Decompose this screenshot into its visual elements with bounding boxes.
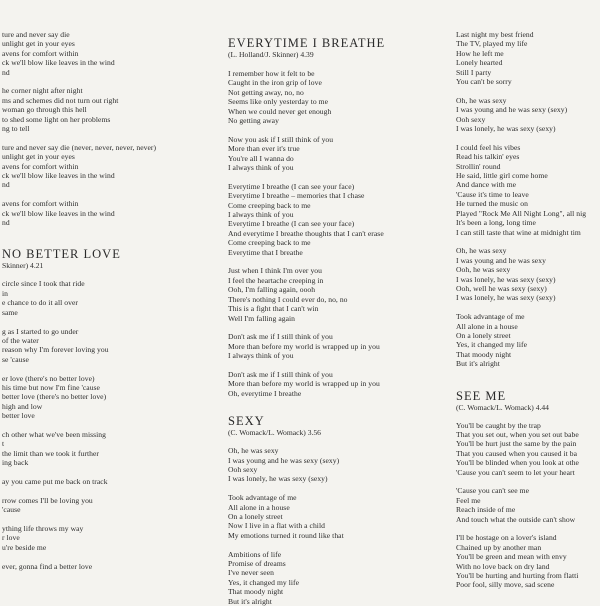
- song-title-everytime-i-breathe: EVERYTIME I BREATHE: [228, 36, 386, 50]
- lyric-line: unlight get in your eyes: [2, 152, 75, 162]
- lyric-line: the limit than we took it further: [2, 448, 99, 458]
- lyric-line: No getting away: [228, 116, 279, 126]
- lyric-line: ms and schemes did not turn out right: [2, 95, 119, 105]
- stanza-break: [228, 257, 433, 266]
- lyric-line: Come creeping back to me: [228, 200, 311, 210]
- lyric-line: ck we'll blow like leaves in the wind: [2, 208, 115, 218]
- stanza-break: [228, 172, 433, 181]
- lyric-line: Oh, he was sexy: [456, 95, 507, 105]
- lyric-line: he corner night after night: [2, 86, 83, 96]
- song-credits-sexy: (C. Womack/L. Womack) 3.56: [228, 428, 321, 438]
- stanza-break: [2, 468, 202, 477]
- stanza-break: [456, 133, 600, 142]
- lyric-line: er love (there's no better love): [2, 373, 95, 383]
- lyric-line: e chance to do it all over: [2, 298, 78, 308]
- lyric-line: Reach inside of me: [456, 505, 516, 515]
- song-lyrics-no-better-love: [2, 279, 202, 570]
- stanza-break: [2, 190, 202, 199]
- lyric-line: And everytime I breathe thoughts that I can't erase: [228, 228, 384, 238]
- lyric-line: 'Cause you can't see me: [456, 486, 530, 496]
- lyric-line: nd: [2, 218, 10, 228]
- lyric-line: But it's alright: [456, 359, 500, 369]
- stanza-break: [456, 524, 600, 533]
- stanza-break: [228, 323, 433, 332]
- song-credits-everytime-i-breathe: (L. Holland/J. Skinner) 4.39: [228, 50, 314, 59]
- lyric-line: nd: [2, 180, 10, 190]
- lyric-line: Now you ask if I still think of you: [228, 134, 334, 144]
- lyric-line: I was lonely, he was sexy (sexy): [228, 474, 328, 484]
- stanza-break: [2, 77, 202, 86]
- lyric-line: ng to tell: [2, 124, 30, 134]
- lyric-line: More than before my world is wrapped up in you: [228, 341, 380, 351]
- lyric-line: ture and never say die (never, never, never, never): [2, 142, 157, 152]
- lyric-line: With no love back on dry land: [456, 561, 550, 571]
- lyric-line: You're all I wanna do: [228, 153, 294, 163]
- lyric-line: to shed some light on her problems: [2, 114, 111, 124]
- lyric-line: high and low: [2, 401, 43, 411]
- lyric-line: And dance with me: [456, 180, 517, 190]
- lyric-line: avens for comfort within: [2, 48, 79, 58]
- lyric-line: Everytime I breathe (I can see your face): [228, 219, 355, 229]
- lyric-line: woman go through this hell: [2, 105, 87, 115]
- lyric-line: r love: [2, 533, 20, 543]
- lyric-line: Everytime I breathe (I can see your face): [228, 181, 355, 191]
- lyric-line: Ooh sexy: [456, 114, 486, 124]
- lyric-line: Oh, he was sexy: [228, 446, 279, 456]
- lyric-line: I was lonely, he was sexy (sexy): [456, 293, 556, 303]
- lyric-line: Yes, it changed my life: [456, 340, 528, 350]
- lyric-line: He turned the music on: [456, 199, 528, 209]
- stanza-break: [2, 421, 202, 430]
- song-credits-see-me: (C. Womack/L. Womack) 4.44: [456, 402, 549, 412]
- lyric-line: He said, little girl come home: [456, 171, 548, 181]
- lyric-line: Lonely hearted: [456, 58, 503, 68]
- song-title-sexy: SEXY: [228, 414, 265, 429]
- lyric-line: Ooh, I'm falling again, oooh: [228, 285, 316, 295]
- stanza-break: [2, 552, 202, 561]
- lyric-line: ay you came put me back on track: [2, 476, 108, 486]
- lyric-line: rrow comes I'll be loving you: [2, 495, 93, 505]
- lyric-line: On a lonely street: [456, 330, 511, 340]
- lyric-line: his time but now I'm fine 'cause: [2, 382, 100, 392]
- lyric-line: 'Cause you can't seem to let your heart: [456, 467, 575, 477]
- lyric-line: Come creeping back to me: [228, 238, 311, 248]
- lyric-line: The TV, played my life: [456, 39, 528, 49]
- lyric-line: This is a fight that I can't win: [228, 304, 319, 314]
- lyric-line: I was lonely, he was sexy (sexy): [456, 124, 556, 134]
- lyric-line: That moody night: [456, 349, 512, 359]
- lyric-line: reason why I'm forever loving you: [2, 345, 109, 355]
- song-lyrics-cropped: [2, 30, 202, 227]
- lyric-line: But it's alright: [228, 596, 272, 606]
- lyric-line: of the water: [2, 335, 39, 345]
- lyric-line: My emotions turned it round like that: [228, 530, 344, 540]
- lyric-line: You'll be hurting and hurting from flatti: [456, 571, 579, 581]
- lyric-line: Just when I think I'm over you: [228, 266, 322, 276]
- lyric-line: se 'cause: [2, 354, 29, 364]
- song-lyrics-see-me: [456, 421, 600, 590]
- lyric-line: Don't ask me if I still think of you: [228, 332, 333, 342]
- lyric-line: ever, gonna find a better love: [2, 561, 93, 571]
- lyrics-column-3: [456, 30, 600, 590]
- lyric-line: Yes, it changed my life: [228, 577, 300, 587]
- lyrics-column-1: [2, 30, 202, 571]
- lyric-line: g as I started to go under: [2, 326, 79, 336]
- lyric-line: Not getting away, no, no: [228, 87, 304, 97]
- lyric-line: Oh, he was sexy: [456, 246, 507, 256]
- lyric-line: Caught in the iron grip of love: [228, 78, 322, 88]
- lyric-line: Played "Rock Me All Night Long", all nig: [456, 208, 587, 218]
- lyric-line: Feel me: [456, 495, 481, 505]
- lyric-line: On a lonely street: [228, 511, 283, 521]
- lyric-line: Read his talkin' eyes: [456, 152, 520, 162]
- stanza-break: [456, 237, 600, 246]
- stanza-break: [228, 484, 433, 493]
- song-lyrics-sexy: [228, 446, 433, 606]
- lyric-line: You'll be hurt just the same by the pain: [456, 439, 577, 449]
- lyric-line: I could feel his vibes: [456, 142, 521, 152]
- lyric-line: avens for comfort within: [2, 199, 79, 209]
- lyric-line: You'll be caught by the trap: [456, 420, 541, 430]
- lyric-line: Seems like only yesterday to me: [228, 97, 329, 107]
- lyric-line: Took advantage of me: [456, 312, 525, 322]
- song-credits-no-better-love: Skinner) 4.21: [2, 261, 44, 271]
- lyric-line: I remember how it felt to be: [228, 69, 315, 78]
- lyric-line: Chained up by another man: [456, 542, 542, 552]
- lyric-line: ck we'll blow like leaves in the wind: [2, 58, 115, 68]
- lyric-line: Everytime I breathe – memories that I chase: [228, 191, 365, 201]
- lyric-line: Ooh sexy: [228, 464, 258, 474]
- lyric-line: More than ever it's true: [228, 144, 300, 154]
- lyric-line: You can't be sorry: [456, 77, 512, 87]
- stanza-break: [2, 317, 202, 326]
- lyric-line: It's been a long, long time: [456, 218, 536, 228]
- lyric-line: Last night my best friend: [456, 30, 534, 39]
- lyric-line: I always think of you: [228, 351, 294, 361]
- lyric-line: I'll be hostage on a lover's island: [456, 533, 557, 543]
- lyric-line: Oh, everytime I breathe: [228, 388, 302, 398]
- lyric-line: I've never seen: [228, 568, 274, 578]
- lyric-line: I was young and he was sexy (sexy): [456, 105, 568, 115]
- lyric-line: I always think of you: [228, 210, 294, 220]
- lyric-line: You'll be blinded when you look at othe: [456, 458, 579, 468]
- lyric-line: I was lonely, he was sexy (sexy): [456, 274, 556, 284]
- stanza-break: [2, 486, 202, 495]
- lyric-line: When we could never get enough: [228, 106, 332, 116]
- lyric-line: You'll be green and mean with envy: [456, 552, 567, 562]
- lyric-line: That moody night: [228, 587, 284, 597]
- lyric-line: There's nothing I could ever do, no, no: [228, 294, 348, 304]
- lyric-line: Took advantage of me: [228, 493, 297, 503]
- stanza-break: [456, 477, 600, 486]
- stanza-break: [456, 303, 600, 312]
- lyric-line: circle since I took that ride: [2, 279, 85, 289]
- lyric-line: ything life throws my way: [2, 523, 84, 533]
- lyric-line: That you set out, when you set out babe: [456, 429, 579, 439]
- song-lyrics-sexy-continued: [456, 30, 600, 369]
- stanza-break: [228, 540, 433, 549]
- lyric-line: I always think of you: [228, 163, 294, 173]
- lyric-line: Ambitions of life: [228, 549, 282, 559]
- lyric-line: ture and never say die: [2, 30, 70, 39]
- stanza-break: [228, 125, 433, 134]
- lyric-line: ch other what we've been missing: [2, 429, 106, 439]
- lyric-line: I feel the heartache creeping in: [228, 275, 324, 285]
- song-title-see-me: SEE ME: [456, 388, 507, 403]
- lyric-line: unlight get in your eyes: [2, 39, 75, 49]
- lyric-line: u're beside me: [2, 542, 47, 552]
- stanza-break: [228, 361, 433, 370]
- stanza-break: [456, 86, 600, 95]
- lyric-line: I can still taste that wine at midnight tim: [456, 227, 581, 237]
- lyric-line: That you caused when you caused it ba: [456, 448, 577, 458]
- stanza-break: [2, 515, 202, 524]
- lyric-line: Promise of dreams: [228, 558, 286, 568]
- lyric-line: Ooh, well he was sexy (sexy): [456, 283, 547, 293]
- lyric-line: All alone in a house: [228, 502, 290, 512]
- lyric-line: All alone in a house: [456, 321, 518, 331]
- lyric-line: Now I live in a flat with a child: [228, 521, 325, 531]
- lyric-line: I was young and he was sexy: [456, 255, 546, 265]
- song-title-no-better-love: NO BETTER LOVE: [2, 247, 121, 262]
- stanza-break: [2, 364, 202, 373]
- lyric-line: Still I party: [456, 67, 492, 77]
- lyric-line: ing back: [2, 458, 29, 468]
- lyric-line: ck we'll blow like leaves in the wind: [2, 171, 115, 181]
- lyric-line: Strollin' round: [456, 161, 501, 171]
- lyric-line: Ooh, he was sexy: [456, 265, 511, 275]
- lyric-line: I was young and he was sexy (sexy): [228, 455, 340, 465]
- lyric-line: better love (there's no better love): [2, 392, 107, 402]
- lyric-line: More than before my world is wrapped up in you: [228, 379, 380, 389]
- lyric-line: Don't ask me if I still think of you: [228, 369, 333, 379]
- lyric-line: better love: [2, 411, 35, 421]
- lyric-line: How he left me: [456, 48, 504, 58]
- song-lyrics-everytime-i-breathe: [228, 69, 433, 398]
- lyric-line: in: [2, 288, 9, 298]
- lyric-line: same: [2, 307, 18, 317]
- lyrics-column-2: [228, 36, 433, 606]
- lyric-line: 'Cause it's time to leave: [456, 189, 529, 199]
- lyric-line: And touch what the outside can't show: [456, 514, 576, 524]
- stanza-break: [2, 133, 202, 142]
- lyric-line: Poor fool, silly move, sad scene: [456, 580, 555, 590]
- lyric-line: Well I'm falling again: [228, 313, 296, 323]
- lyric-line: nd: [2, 67, 10, 77]
- lyric-line: 'cause: [2, 505, 21, 515]
- lyric-line: t: [2, 439, 5, 449]
- lyric-line: avens for comfort within: [2, 161, 79, 171]
- lyric-line: Everytime that I breathe: [228, 247, 303, 257]
